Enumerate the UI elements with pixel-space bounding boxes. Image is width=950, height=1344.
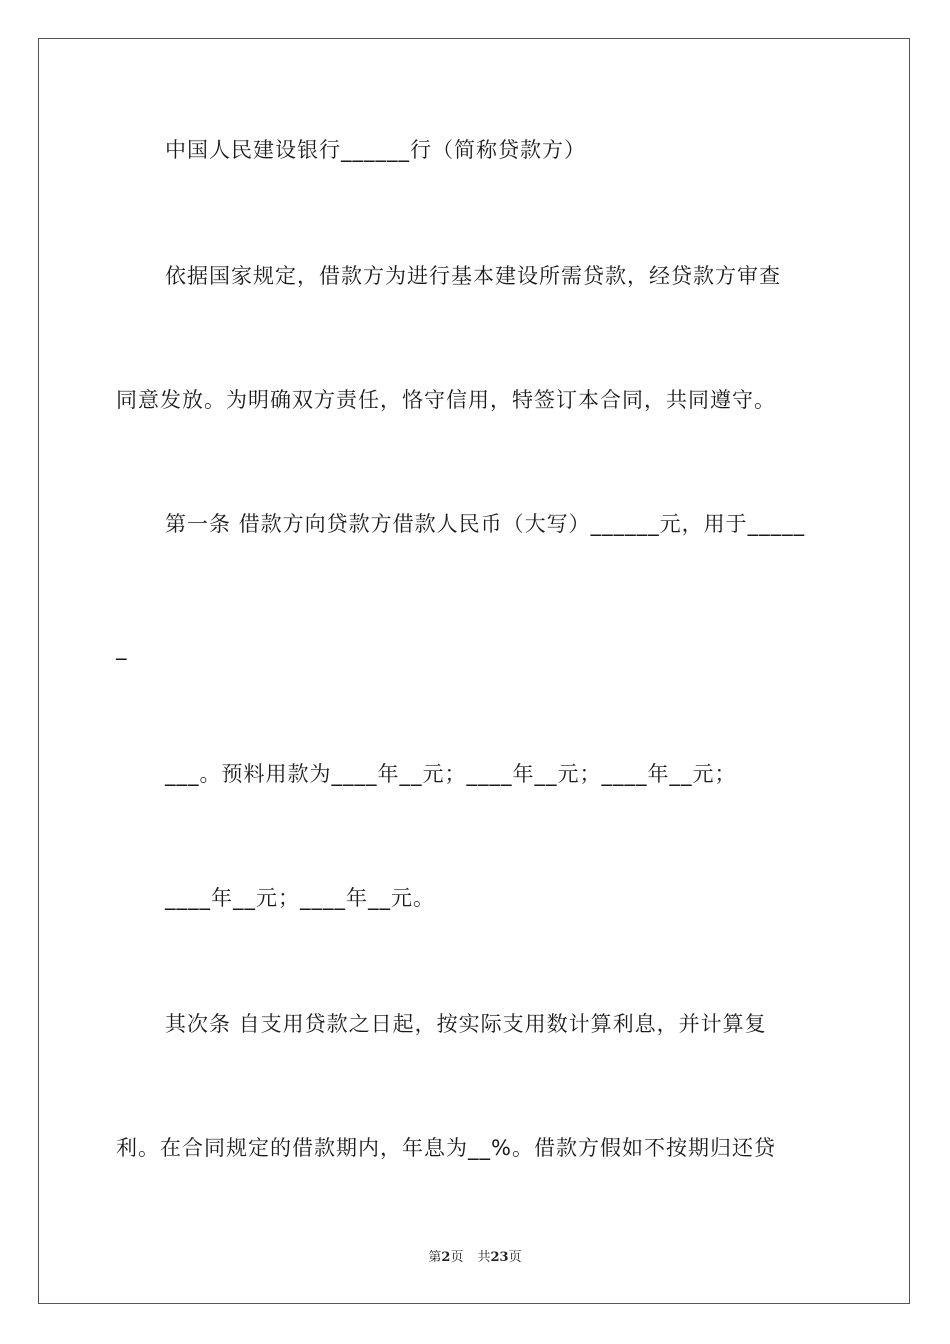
page-border xyxy=(38,38,910,1304)
footer-page-number: 2 xyxy=(441,1250,451,1265)
paragraph-line-2: 依据国家规定，借款方为进行基本建设所需贷款，经贷款方审查 xyxy=(165,264,781,288)
article-1-line-4: ____年__元；____年__元。 xyxy=(165,886,435,910)
paragraph-line-3: 同意发放。为明确双方责任，恪守信用，特签订本合同，共同遵守。 xyxy=(116,388,776,412)
article-2-line-1: 其次条 自支用贷款之日起，按实际支用数计算利息，并计算复 xyxy=(165,1012,767,1036)
footer-page-prefix: 第 xyxy=(428,1250,442,1265)
footer-total-pages: 23 xyxy=(490,1250,509,1265)
article-1-line-2: _ xyxy=(116,636,128,660)
article-1-line-1: 第一条 借款方向贷款方借款人民币（大写）______元，用于_____ xyxy=(165,512,806,536)
article-2-line-2: 利。在合同规定的借款期内，年息为__%。借款方假如不按期归还贷 xyxy=(116,1136,776,1160)
footer-total-suffix: 页 xyxy=(508,1250,522,1265)
paragraph-line-1: 中国人民建设银行______行（简称贷款方） xyxy=(165,138,586,162)
footer-total-prefix: 共 xyxy=(477,1250,491,1265)
footer-page-suffix: 页 xyxy=(450,1250,464,1265)
article-1-line-3: ___。预料用款为____年__元；____年__元；____年__元； xyxy=(165,762,737,786)
page-footer xyxy=(0,1246,950,1265)
